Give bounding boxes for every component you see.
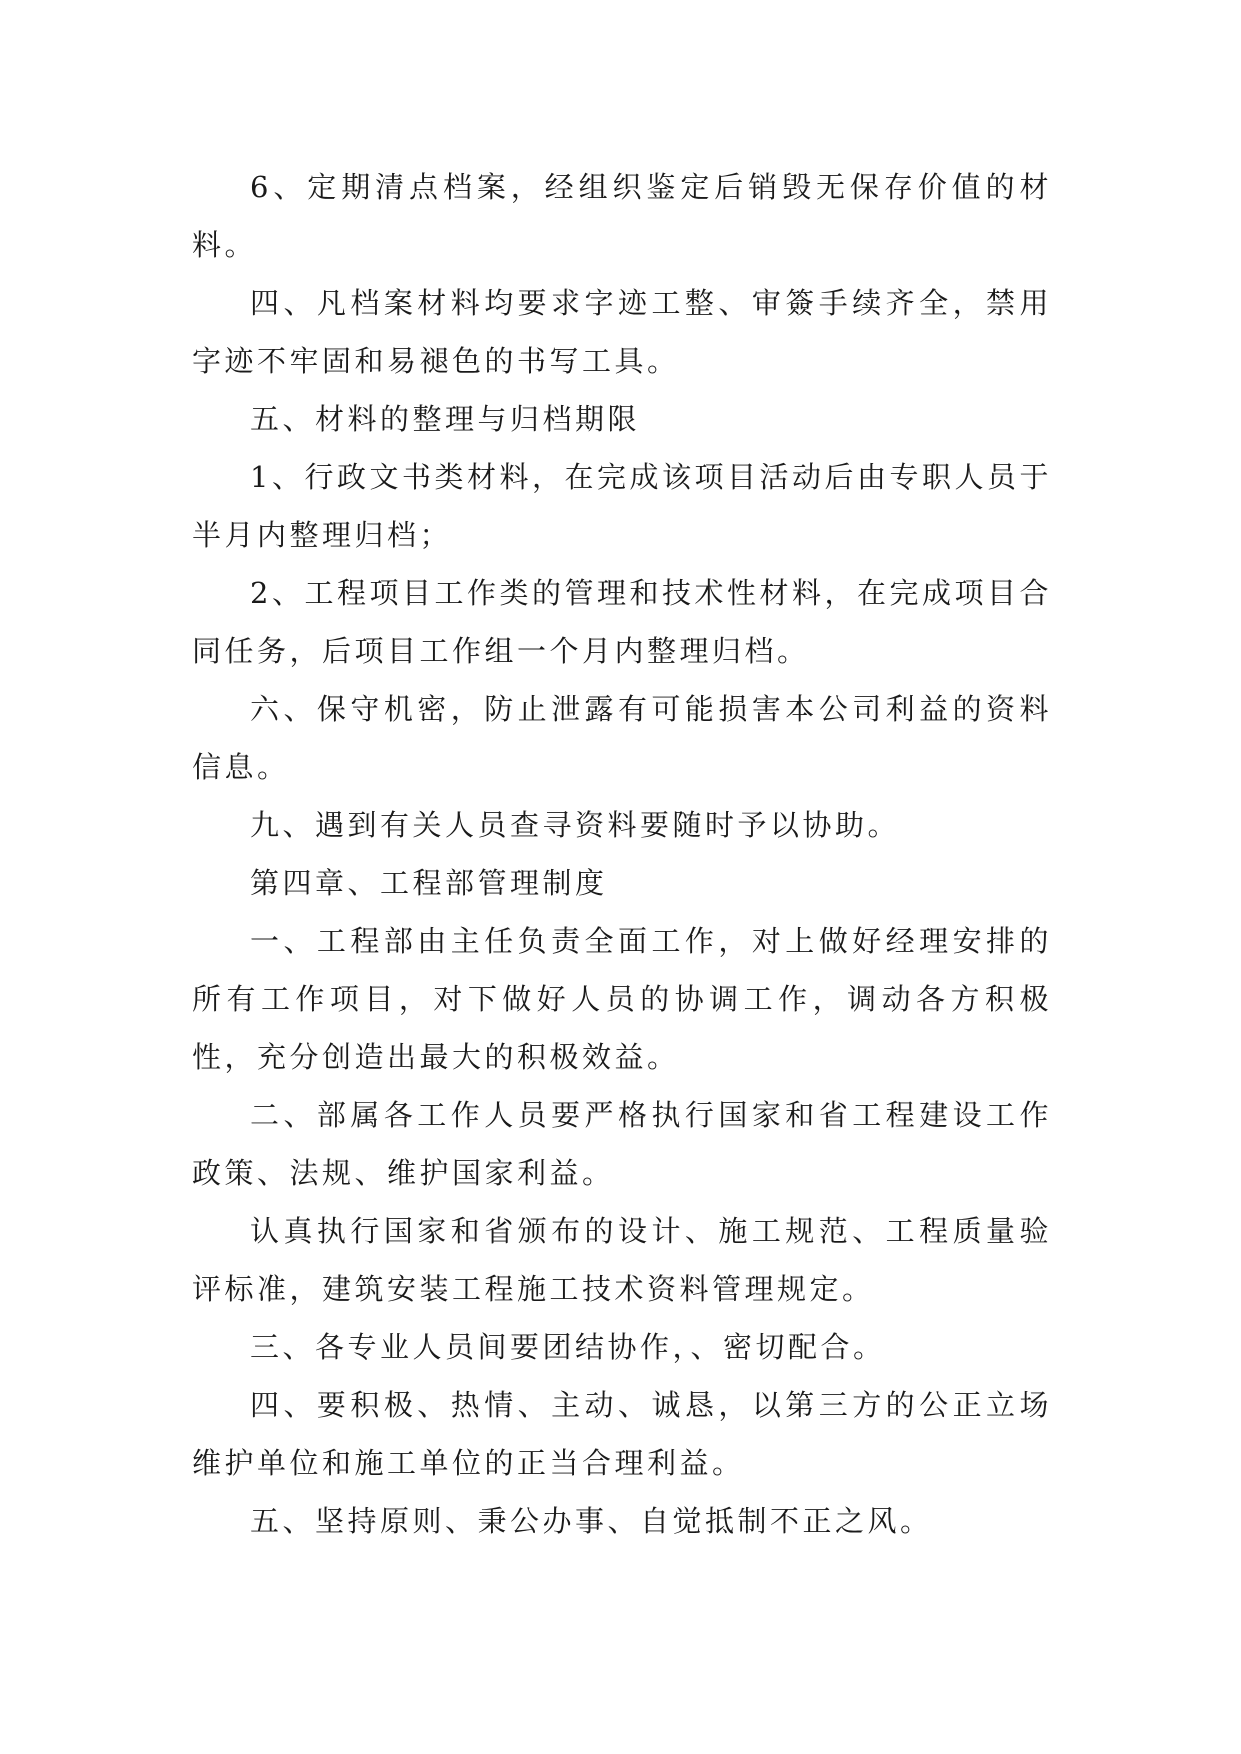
chapter-heading: 第四章、工程部管理制度 <box>250 866 608 900</box>
paragraph-policy-compliance: 二、部属各工作人员要严格执行国家和省工程建设工作政策、法规、维护国家利益。 <box>192 1098 1052 1190</box>
paragraph-admin-documents: 1、行政文书类材料，在完成该项目活动后由专职人员于半月内整理归档； <box>192 460 1052 552</box>
paragraph-archive-cleanup: 6、定期清点档案，经组织鉴定后销毁无保存价值的材料。 <box>192 170 1052 262</box>
paragraph-director-responsibility: 一、工程部由主任负责全面工作，对上做好经理安排的所有工作项目，对下做好人员的协调工作，调动各方积极性，充分创造出最大的积极效益。 <box>192 924 1052 1074</box>
paragraph-handwriting-requirements: 四、凡档案材料均要求字迹工整、审簽手续齐全，禁用字迹不牢固和易褪色的书写工具。 <box>192 286 1052 378</box>
paragraph-confidentiality: 六、保守机密，防止泄露有可能损害本公司利益的资料信息。 <box>192 692 1052 784</box>
paragraph-filing-deadline-heading: 五、材料的整理与归档期限 <box>250 402 641 436</box>
document-body <box>192 158 1052 1550</box>
paragraph-assistance: 九、遇到有关人员查寻资料要随时予以协助。 <box>250 808 901 842</box>
paragraph-attitude: 四、要积极、热情、主动、诚恳，以第三方的公正立场维护单位和施工单位的正当合理利益。 <box>192 1388 1052 1480</box>
paragraph-project-materials: 2、工程项目工作类的管理和技术性材料，在完成项目合同任务，后项目工作组一个月内整理归档。 <box>192 576 1052 668</box>
paragraph-teamwork: 三、各专业人员间要团结协作，、密切配合。 <box>250 1330 886 1364</box>
paragraph-principles: 五、坚持原则、秉公办事、自觉抵制不正之风。 <box>250 1504 933 1538</box>
paragraph-standards: 认真执行国家和省颁布的设计、施工规范、工程质量验评标准，建筑安装工程施工技术资料管理规定。 <box>192 1214 1052 1306</box>
